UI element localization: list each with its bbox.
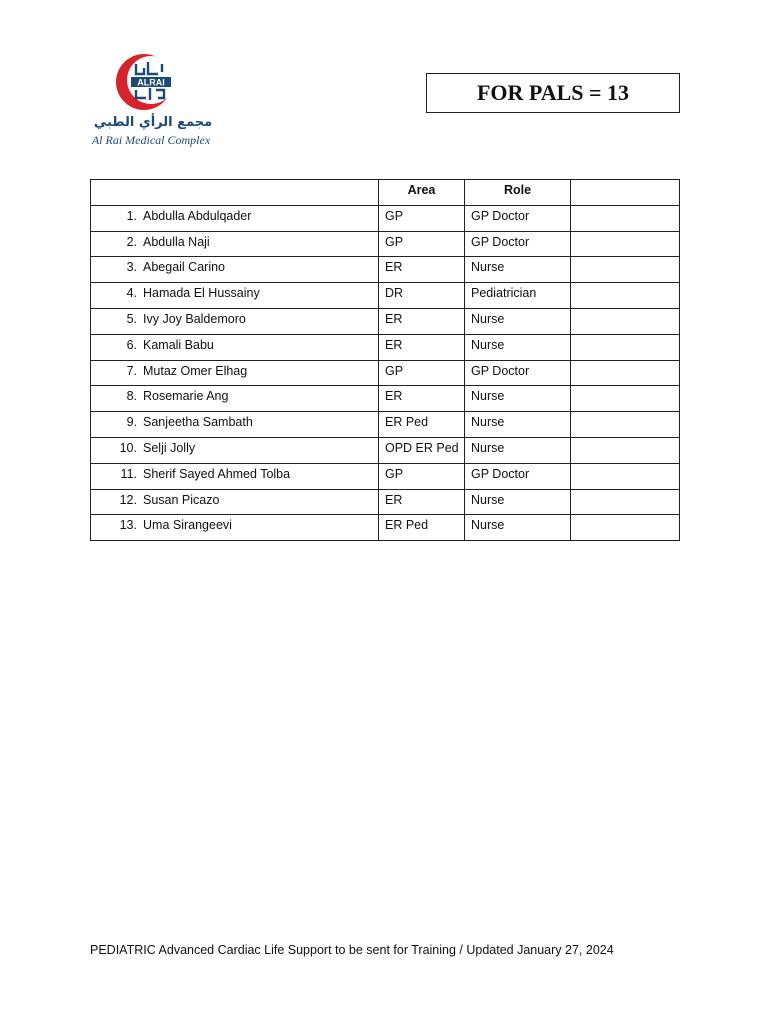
table-row [91, 257, 680, 283]
table-row [91, 489, 680, 515]
footer-note: PEDIATRIC Advanced Cardiac Life Support to be sent for Training / Updated January 27, 2024 [90, 943, 614, 957]
participant-extra [571, 257, 680, 283]
participant-name-cell [91, 489, 379, 515]
participant-extra [571, 231, 680, 257]
participant-area: DR [379, 283, 465, 309]
participant-area: ER Ped [379, 412, 465, 438]
participant-area: ER [379, 489, 465, 515]
row-number: 6. [126, 337, 137, 352]
logo-latin-name: Al Rai Medical Complex [91, 133, 211, 147]
participant-name: Susan Picazo [143, 492, 220, 507]
table-header-row [91, 180, 680, 206]
page-title: FOR PALS = 13 [426, 73, 680, 113]
participant-role: Nurse [465, 334, 571, 360]
participant-extra [571, 463, 680, 489]
al-rai-logo-mark [114, 50, 178, 114]
table-row [91, 334, 680, 360]
table-row [91, 386, 680, 412]
participant-name-cell [91, 412, 379, 438]
participant-area: ER [379, 386, 465, 412]
table-row [91, 231, 680, 257]
table-row [91, 308, 680, 334]
participant-role: Nurse [465, 437, 571, 463]
participant-role: Nurse [465, 257, 571, 283]
participant-name: Sanjeetha Sambath [143, 415, 253, 430]
organization-logo [82, 50, 222, 150]
participant-name: Abegail Carino [143, 260, 225, 275]
participant-name: Kamali Babu [143, 337, 214, 352]
participant-role: GP Doctor [465, 205, 571, 231]
participant-area: GP [379, 360, 465, 386]
participant-extra [571, 437, 680, 463]
participant-role: Pediatrician [465, 283, 571, 309]
participant-area: GP [379, 231, 465, 257]
participant-extra [571, 386, 680, 412]
row-number: 4. [126, 286, 137, 301]
row-number: 1. [126, 208, 137, 223]
participant-name-cell [91, 283, 379, 309]
row-number: 5. [126, 311, 137, 326]
participant-extra [571, 205, 680, 231]
logo-mark-text: ALRAI [137, 77, 165, 88]
row-number: 8. [126, 389, 137, 404]
row-number: 2. [126, 234, 137, 249]
row-number: 13. [119, 518, 137, 533]
participants-table [90, 179, 680, 541]
participant-name-cell [91, 437, 379, 463]
table-row [91, 437, 680, 463]
participant-area: GP [379, 463, 465, 489]
participant-name: Sherif Sayed Ahmed Tolba [143, 466, 291, 481]
participant-name-cell [91, 231, 379, 257]
participant-name: Ivy Joy Baldemoro [143, 311, 246, 326]
header-extra [571, 180, 680, 206]
participant-area: ER [379, 257, 465, 283]
header-role: Role [465, 180, 571, 206]
participant-name-cell [91, 334, 379, 360]
participant-role: Nurse [465, 489, 571, 515]
participant-role: Nurse [465, 515, 571, 541]
table-row [91, 205, 680, 231]
participant-name: Uma Sirangeevi [143, 518, 232, 533]
participant-role: Nurse [465, 308, 571, 334]
row-number: 10. [119, 440, 137, 455]
participant-name: Hamada El Hussainy [143, 286, 260, 301]
participant-area: ER [379, 334, 465, 360]
participant-role: Nurse [465, 412, 571, 438]
participant-area: OPD ER Ped [379, 437, 465, 463]
row-number: 3. [126, 260, 137, 275]
participant-name-cell [91, 205, 379, 231]
header-area: Area [379, 180, 465, 206]
participant-area: GP [379, 205, 465, 231]
participant-extra [571, 515, 680, 541]
participant-role: GP Doctor [465, 463, 571, 489]
participant-name: Rosemarie Ang [143, 389, 229, 404]
row-number: 12. [119, 492, 137, 507]
row-number: 7. [126, 363, 137, 378]
table-row [91, 463, 680, 489]
participant-area: ER [379, 308, 465, 334]
participant-extra [571, 334, 680, 360]
participant-role: GP Doctor [465, 231, 571, 257]
participant-extra [571, 283, 680, 309]
table-row [91, 515, 680, 541]
table-row [91, 283, 680, 309]
participant-role: Nurse [465, 386, 571, 412]
participant-name: Mutaz Omer Elhag [143, 363, 248, 378]
logo-arabic-name: مجمع الرأي الطبي [93, 115, 213, 130]
participant-name: Selji Jolly [143, 440, 196, 455]
participant-name-cell [91, 515, 379, 541]
participant-name-cell [91, 308, 379, 334]
table-row [91, 360, 680, 386]
participant-name-cell [91, 386, 379, 412]
participant-name: Abdulla Abdulqader [143, 208, 252, 223]
participant-area: ER Ped [379, 515, 465, 541]
row-number: 11. [120, 466, 137, 481]
header-name [91, 180, 379, 206]
participant-extra [571, 360, 680, 386]
participant-name-cell [91, 463, 379, 489]
participant-extra [571, 308, 680, 334]
table-row [91, 412, 680, 438]
participant-name-cell [91, 257, 379, 283]
participant-role: GP Doctor [465, 360, 571, 386]
participant-extra [571, 489, 680, 515]
participant-name-cell [91, 360, 379, 386]
row-number: 9. [126, 415, 137, 430]
participant-name: Abdulla Naji [143, 234, 210, 249]
participant-extra [571, 412, 680, 438]
